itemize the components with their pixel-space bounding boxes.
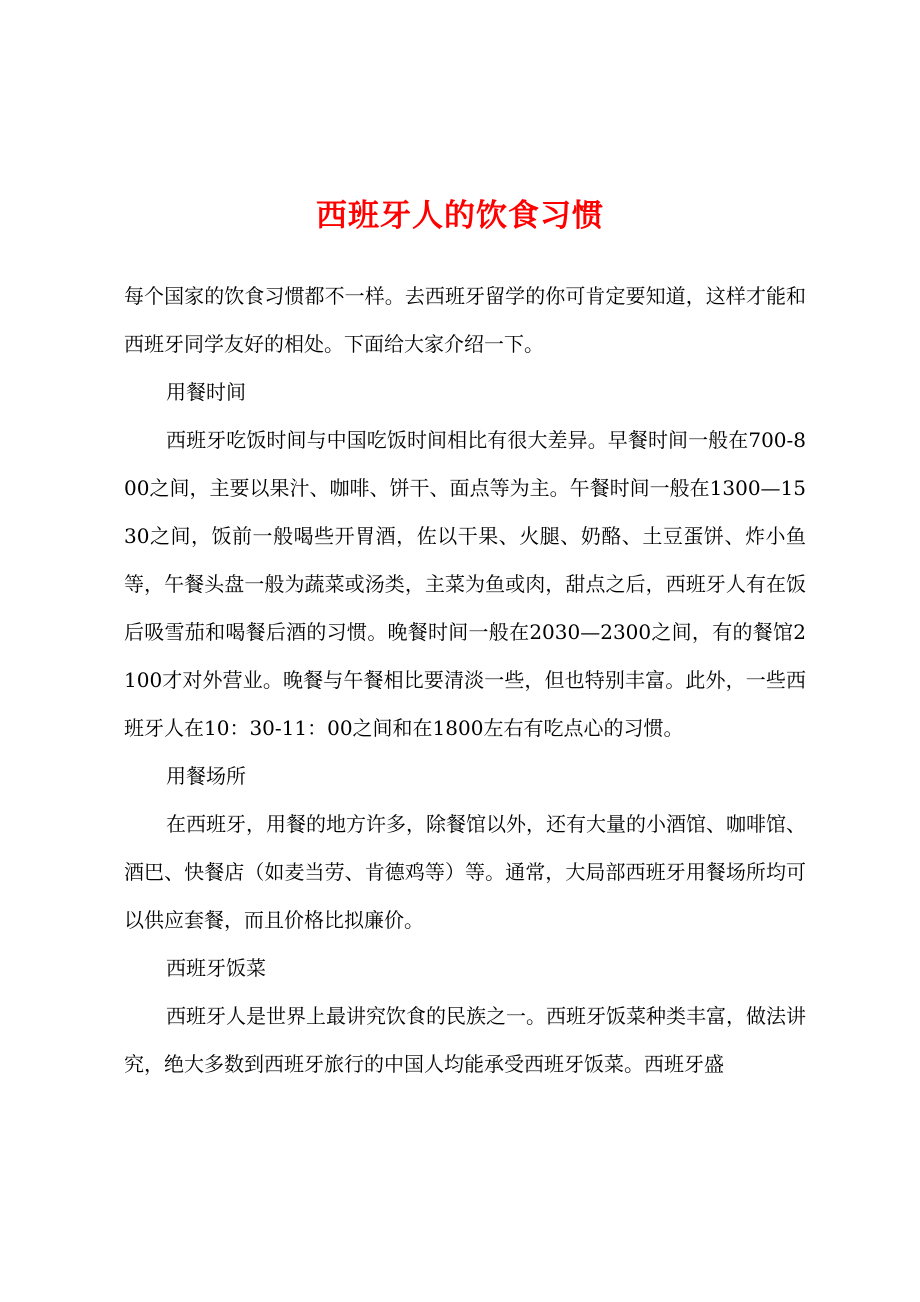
dining-places-paragraph: 在西班牙，用餐的地方许多，除餐馆以外，还有大量的小酒馆、咖啡馆、酒巴、快餐店（如麦当劳、肯德鸡等）等。通常，大局部西班牙用餐场所均可以供应套餐，而且价格比拟廉价。 [124, 812, 806, 932]
section-heading-spanish-dishes: 西班牙饭菜 [166, 956, 266, 980]
section-heading-dining-places: 用餐场所 [166, 764, 246, 788]
document-title: 西班牙人的饮食习惯 [316, 198, 604, 234]
meal-time-paragraph: 西班牙吃饭时间与中国吃饭时间相比有很大差异。早餐时间一般在700-800之间，主要以果汁、咖啡、饼干、面点等为主。午餐时间一般在1300—1530之间，饭前一般喝些开胃酒，佐以干果、火腿、奶酪、土豆蛋饼、炸小鱼等，午餐头盘一般为蔬菜或汤类，主菜为鱼或肉，甜点之后，西班牙人有在饭后吸雪茄和喝餐后酒的习惯。晚餐时间一般在2030—2300之间，有的餐馆2100才对外营业。晚餐与午餐相比要清淡一些，但也特别丰富。此外，一些西班牙人在10：30-11：00之间和在1800左右有吃点心的习惯。 [124, 428, 806, 740]
spanish-dishes-paragraph: 西班牙人是世界上最讲究饮食的民族之一。西班牙饭菜种类丰富，做法讲究，绝大多数到西班牙旅行的中国人均能承受西班牙饭菜。西班牙盛 [124, 1004, 806, 1076]
intro-paragraph: 每个国家的饮食习惯都不一样。去西班牙留学的你可肯定要知道，这样才能和西班牙同学友好的相处。下面给大家介绍一下。 [124, 284, 806, 356]
section-heading-meal-time: 用餐时间 [166, 380, 246, 404]
document-body [124, 272, 806, 1088]
